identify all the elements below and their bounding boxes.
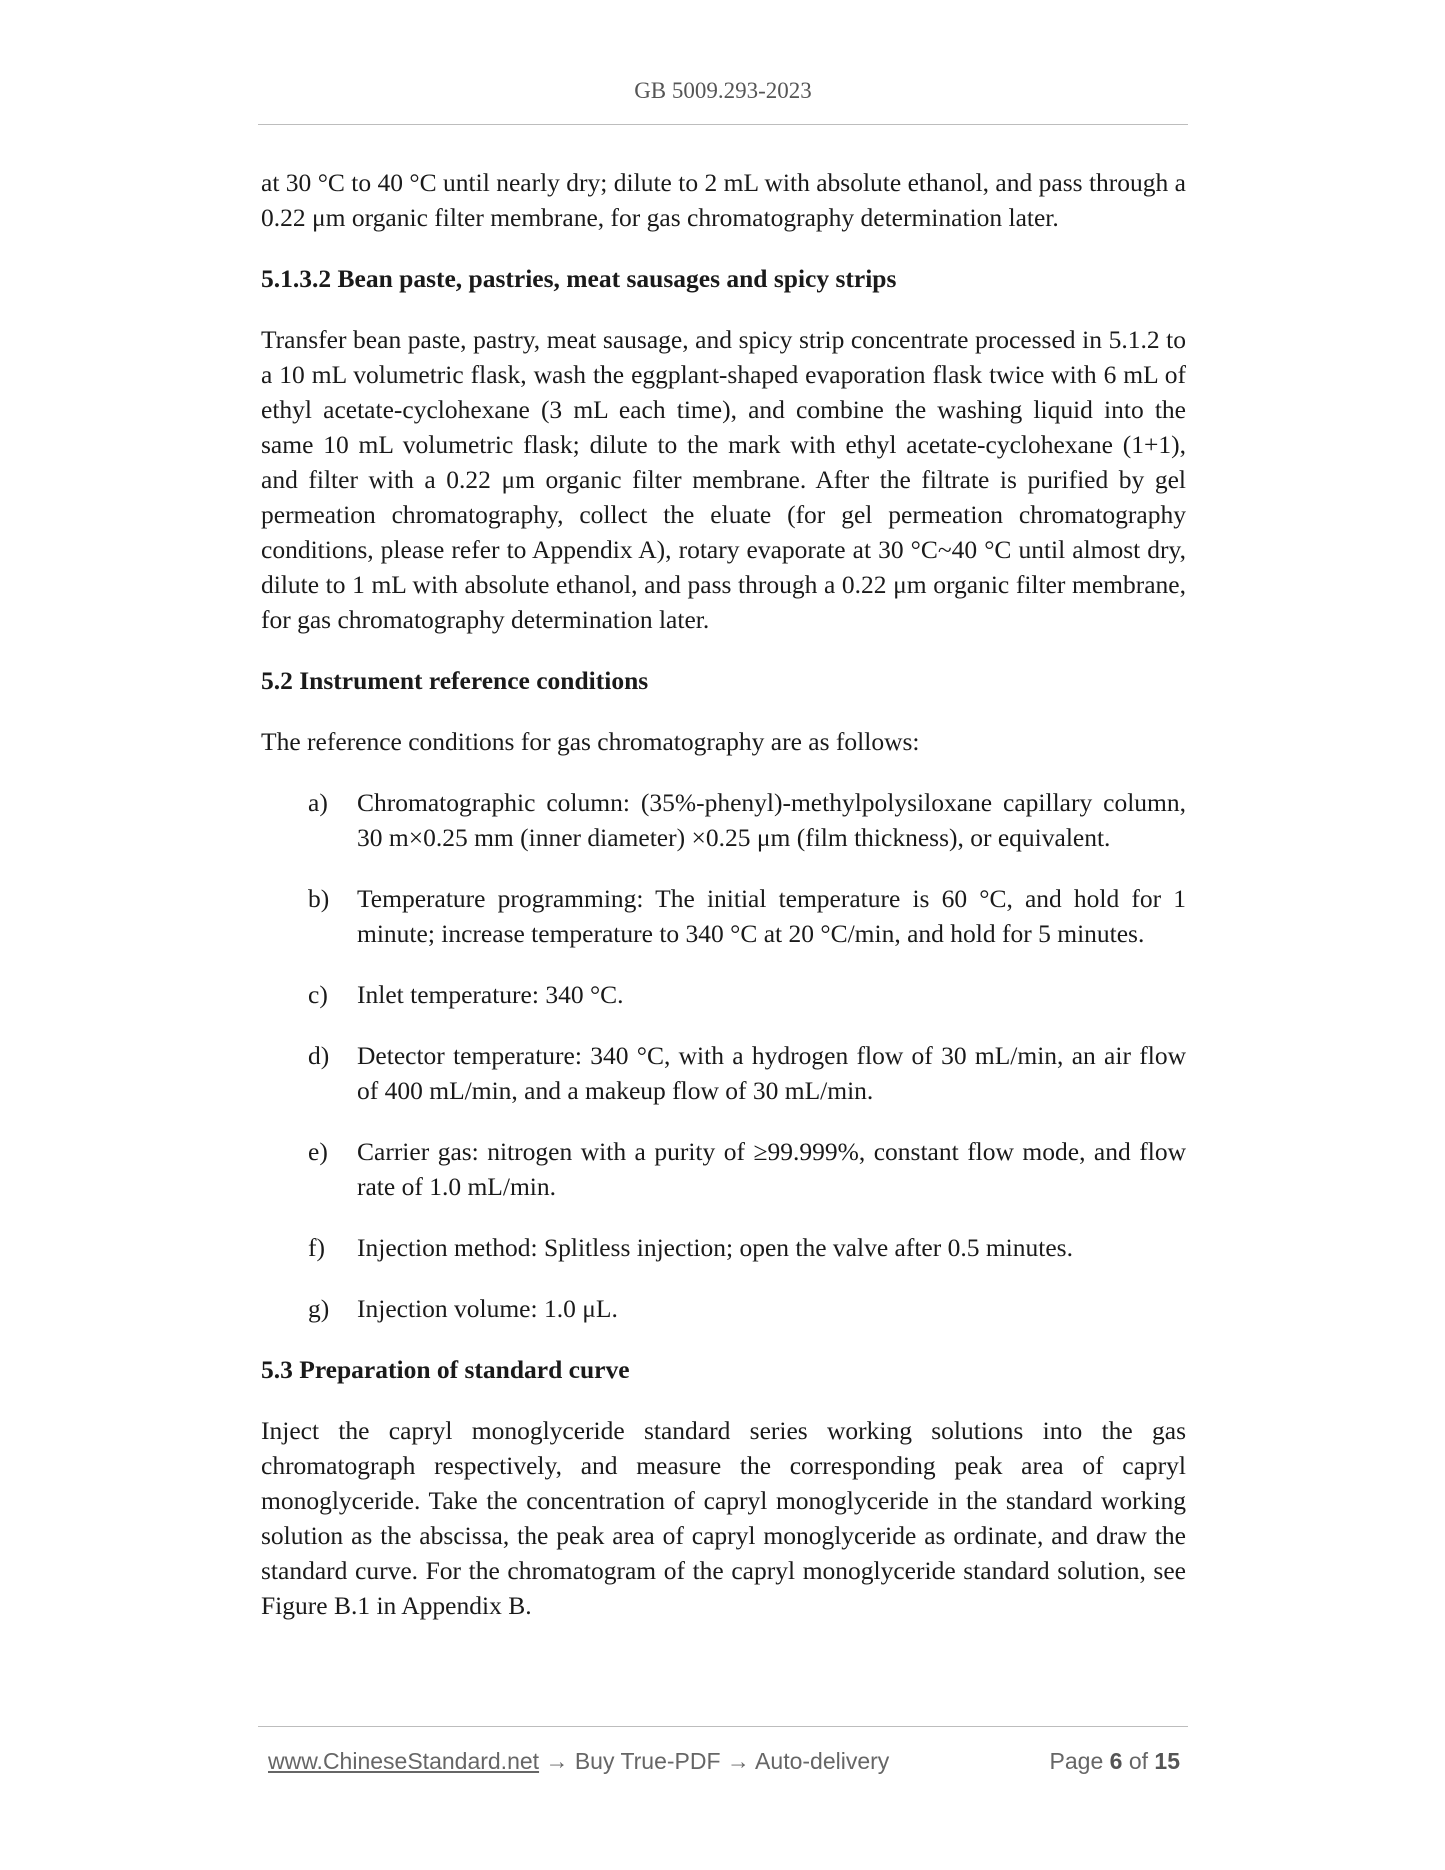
list-marker: a) (308, 788, 328, 817)
conditions-list (261, 785, 1186, 1326)
section-paragraph-5-2: The reference conditions for gas chromatography are as follows: (261, 727, 920, 756)
list-item (261, 1230, 1186, 1265)
list-item (261, 881, 1186, 951)
page-indicator (1050, 1748, 1180, 1775)
list-item (261, 1134, 1186, 1204)
list-item (261, 977, 1186, 1012)
list-text: Injection volume: 1.0 μL. (357, 1294, 618, 1323)
list-text: Injection method: Splitless injection; open the valve after 0.5 minutes. (357, 1233, 1073, 1262)
list-marker: d) (308, 1041, 330, 1070)
list-item (261, 1038, 1186, 1108)
page-label: Page (1049, 1748, 1104, 1774)
intro-paragraph: at 30 °C to 40 °C until nearly dry; dilute to 2 mL with absolute ethanol, and pass through a 0.22 μm organic filter membrane, for gas chromatography determination later. (261, 168, 1186, 232)
website-link[interactable]: www.ChineseStandard.net (268, 1748, 540, 1774)
section-heading-5-3: 5.3 Preparation of standard curve (261, 1355, 630, 1384)
footer-divider (258, 1726, 1188, 1727)
footer-promo-text: → Buy True-PDF → Auto-delivery (539, 1748, 890, 1774)
document-body (261, 165, 1186, 1649)
list-marker: f) (308, 1233, 325, 1262)
list-text: Carrier gas: nitrogen with a purity of ≥99.999%, constant flow mode, and flow rate of 1.0 mL/min. (357, 1137, 1186, 1201)
section-heading-5-2: 5.2 Instrument reference conditions (261, 666, 649, 695)
document-header: GB 5009.293-2023 (634, 78, 812, 103)
list-marker: b) (308, 884, 330, 913)
list-item (261, 1291, 1186, 1326)
list-text: Temperature programming: The initial temperature is 60 °C, and hold for 1 minute; increase temperature to 340 °C at 20 °C/min, and hold for 5 minutes. (357, 884, 1186, 948)
section-paragraph-5-1-3-2: Transfer bean paste, pastry, meat sausage, and spicy strip concentrate processed in 5.1.2 to a 10 mL volumetric flask, wash the eggplant-shaped evaporation flask twice with 6 mL of ethyl acetate-cyclohexane (3 mL each time), and combine the washing liquid into the same 10 mL volumetric flask; dilute to the mark with ethyl acetate-cyclohexane (1+1), and filter with a 0.22 μm organic filter membrane. After the filtrate is purified by gel permeation chromatography, collect the eluate (for gel permeation chromatography conditions, please refer to Appendix A), rotary evaporate at 30 °C~40 °C until almost dry, dilute to 1 mL with absolute ethanol, and pass through a 0.22 μm organic filter membrane, for gas chromatography determination later. (261, 325, 1186, 634)
header-divider (258, 124, 1188, 125)
list-item (261, 785, 1186, 855)
list-text: Inlet temperature: 340 °C. (357, 980, 624, 1009)
footer-promo (268, 1748, 889, 1775)
document-footer (268, 1748, 1180, 1775)
list-marker: c) (308, 980, 328, 1009)
list-marker: e) (308, 1137, 328, 1166)
list-marker: g) (308, 1294, 330, 1323)
page-of: of (1128, 1748, 1149, 1774)
page-total: 15 (1154, 1748, 1180, 1774)
section-heading-5-1-3-2: 5.1.3.2 Bean paste, pastries, meat sausages and spicy strips (261, 264, 897, 293)
list-text: Detector temperature: 340 °C, with a hydrogen flow of 30 mL/min, an air flow of 400 mL/min, and a makeup flow of 30 mL/min. (357, 1041, 1186, 1105)
page-current: 6 (1109, 1748, 1123, 1774)
list-text: Chromatographic column: (35%-phenyl)-methylpolysiloxane capillary column, 30 m×0.25 mm (inner diameter) ×0.25 μm (film thickness), or equivalent. (357, 788, 1186, 852)
section-paragraph-5-3: Inject the capryl monoglyceride standard series working solutions into the gas chromatograph respectively, and measure the corresponding peak area of capryl monoglyceride. Take the concentration of capryl monoglyceride in the standard working solution as the abscissa, the peak area of capryl monoglyceride as ordinate, and draw the standard curve. For the chromatogram of the capryl monoglyceride standard solution, see Figure B.1 in Appendix B. (261, 1416, 1186, 1620)
